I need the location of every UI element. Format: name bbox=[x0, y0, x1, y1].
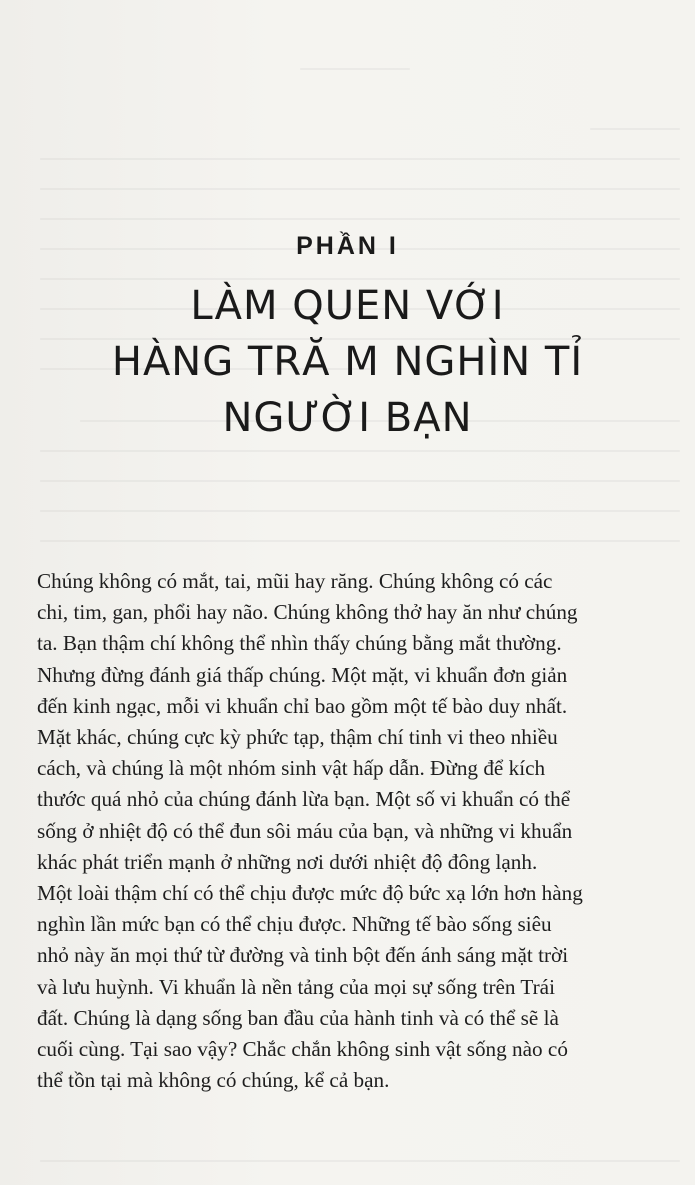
text-line: cuối cùng. Tại sao vậy? Chắc chắn không sinh vật sống nào có bbox=[37, 1037, 568, 1062]
text-line: thước quá nhỏ của chúng đánh lừa bạn. Một số vi khuẩn có thể bbox=[37, 787, 571, 812]
part-title-line: NGƯỜI BẠN bbox=[222, 395, 473, 441]
text-line: Một loài thậm chí có thể chịu được mức độ bức xạ lớn hơn hàng bbox=[37, 881, 583, 906]
text-line: nhỏ này ăn mọi thứ từ đường và tinh bột đến ánh sáng mặt trời bbox=[37, 943, 569, 968]
body-paragraph bbox=[37, 566, 663, 1096]
text-line: chi, tim, gan, phổi hay não. Chúng không thở hay ăn như chúng bbox=[37, 600, 578, 625]
text-line: cách, và chúng là một nhóm sinh vật hấp dẫn. Đừng để kích bbox=[37, 756, 546, 781]
text-line: và lưu huỳnh. Vi khuẩn là nền tảng của mọi sự sống trên Trái bbox=[37, 974, 555, 999]
part-title bbox=[0, 278, 695, 446]
text-line: đến kinh ngạc, mỗi vi khuẩn chỉ bao gồm một tế bào duy nhất. bbox=[37, 693, 568, 718]
text-line: ta. Bạn thậm chí không thể nhìn thấy chúng bằng mắt thường. bbox=[37, 631, 562, 656]
part-label: PHẦN I bbox=[296, 232, 399, 260]
text-line: khác phát triển mạnh ở những nơi dưới nhiệt độ đông lạnh. bbox=[37, 849, 538, 874]
text-line: sống ở nhiệt độ có thể đun sôi máu của bạn, và những vi khuẩn bbox=[37, 818, 573, 843]
text-line: Nhưng đừng đánh giá thấp chúng. Một mặt, vi khuẩn đơn giản bbox=[37, 662, 568, 687]
part-title-line: HÀNG TRĂ M NGHÌN TỈ bbox=[111, 339, 584, 385]
text-line: nghìn lần mức bạn có thể chịu được. Những tế bào sống siêu bbox=[37, 912, 552, 937]
text-line: Chúng không có mắt, tai, mũi hay răng. Chúng không có các bbox=[37, 569, 553, 593]
text-line: đất. Chúng là dạng sống ban đầu của hành tinh và có thể sẽ là bbox=[37, 1005, 559, 1030]
text-line: Mặt khác, chúng cực kỳ phức tạp, thậm chí tinh vi theo nhiều bbox=[37, 725, 558, 750]
part-title-line: LÀM QUEN VỚI bbox=[190, 283, 505, 329]
text-line: thể tồn tại mà không có chúng, kể cả bạn. bbox=[37, 1068, 390, 1093]
